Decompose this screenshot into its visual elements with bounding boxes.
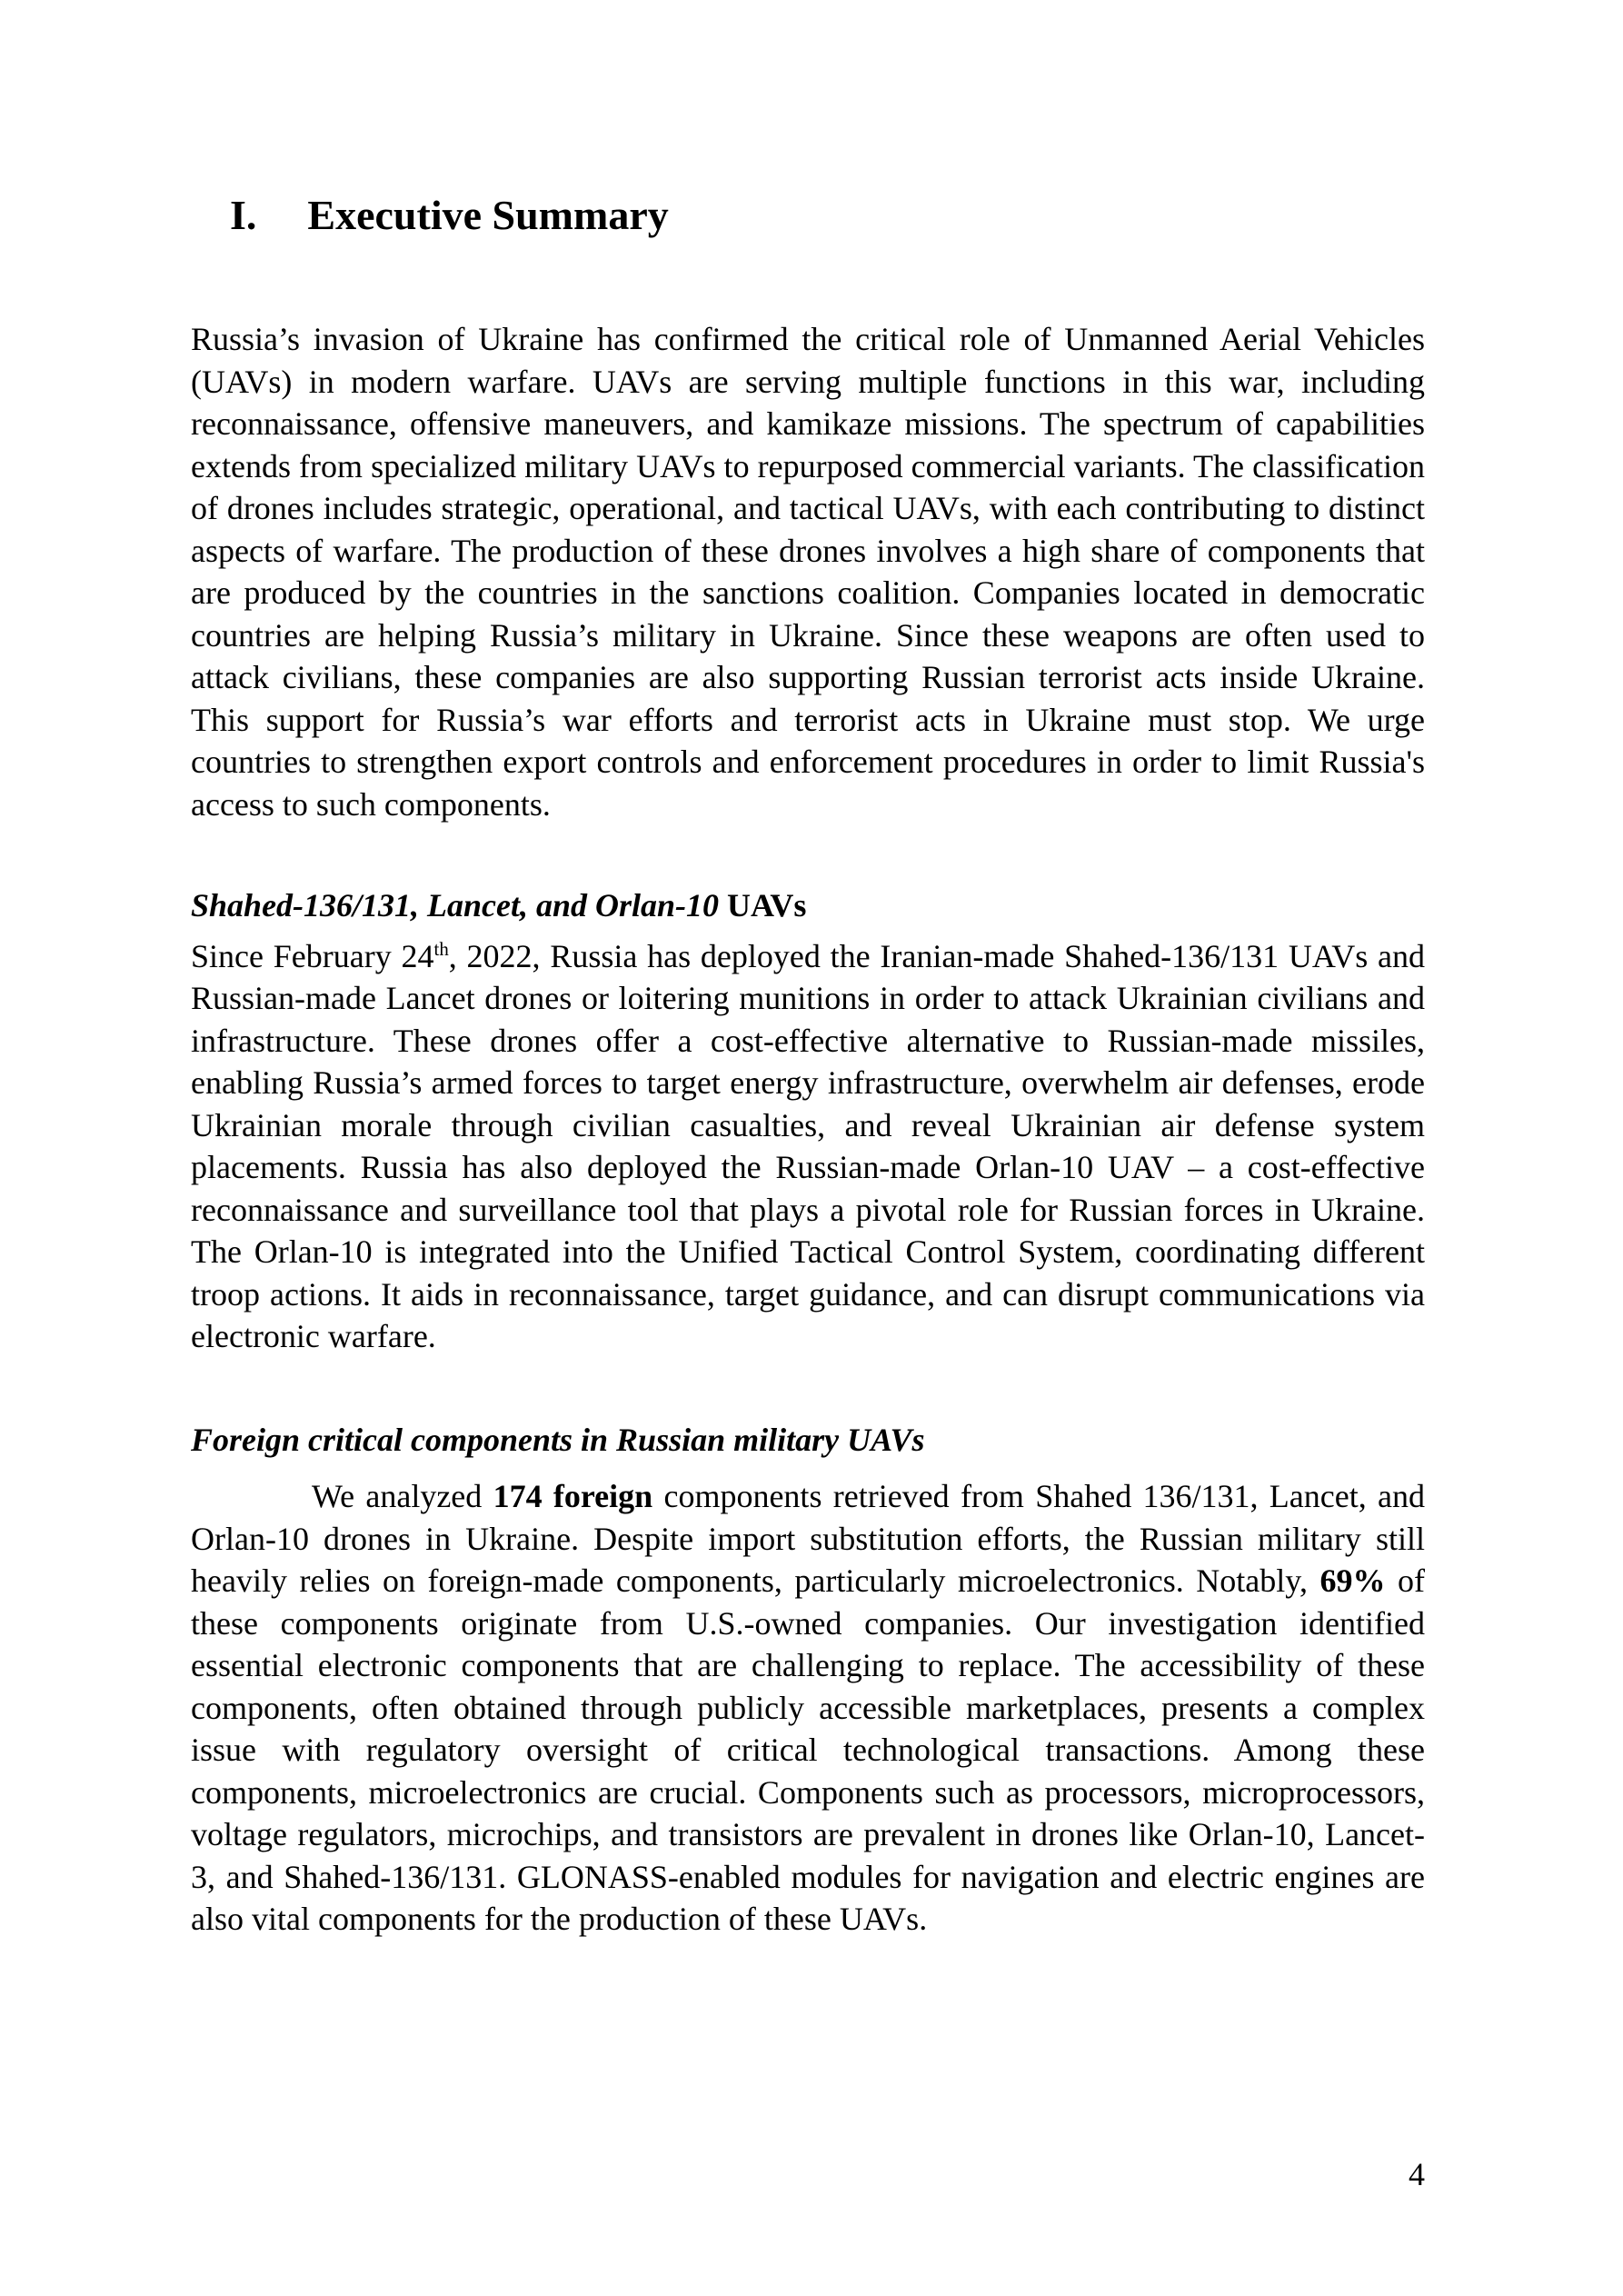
section-title: [191, 191, 1425, 239]
paragraph-foreign-components: We analyzed 174 foreign components retrieved from Shahed 136/131, Lancet, and Orlan-10 drones in Ukraine. Despite import substitution efforts, the Russian military still heavily relies on foreign-made components, particularly microelectronics. Notably, 69% of these components originate from U.S.-owned companies. Our investigation identified essential electronic components that are challenging to replace. The accessibility of these components, often obtained through publicly accessible marketplaces, presents a complex issue with regulatory oversight of critical technological transactions. Among these components, microelectronics are crucial. Components such as processors, microprocessors, voltage regulators, microchips, and transistors are prevalent in drones like Orlan-10, Lancet-3, and Shahed-136/131. GLONASS-enabled modules for navigation and electric engines are also vital components for the production of these UAVs.: [191, 1478, 1425, 1937]
page-number: 4: [1409, 2156, 1425, 2192]
paragraph-intro: Russia’s invasion of Ukraine has confirmed the critical role of Unmanned Aerial Vehicles (UAVs) in modern warfare. UAVs are serving multiple functions in this war, including reconnaissance, offensive maneuvers, and kamikaze missions. The spectrum of capabilities extends from specialized military UAVs to repurposed commercial variants. The classification of drones includes strategic, operational, and tactical UAVs, with each contributing to distinct aspects of warfare. The production of these drones involves a high share of components that are produced by the countries in the sanctions coalition. Companies located in democratic countries are helping Russia’s military in Ukraine. Since these weapons are often used to attack civilians, these companies are also supporting Russian terrorist acts inside Ukraine. This support for Russia’s war efforts and terrorist acts in Ukraine must stop. We urge countries to strengthen export controls and enforcement procedures in order to limit Russia's access to such components.: [191, 321, 1425, 823]
page-content: [191, 0, 1425, 1941]
subheading-shahed-lancet-orlan: Shahed-136/131, Lancet, and Orlan-10 UAVs: [191, 887, 807, 923]
subheading-foreign-components: Foreign critical components in Russian military UAVs: [191, 1421, 925, 1458]
paragraph-shahed-lancet-orlan: Since February 24th, 2022, Russia has deployed the Iranian-made Shahed-136/131 UAVs and Russian-made Lancet drones or loitering munitions in order to attack Ukrainian civilians and infrastructure. These drones offer a cost-effective alternative to Russian-made missiles, enabling Russia’s armed forces to target energy infrastructure, overwhelm air defenses, erode Ukrainian morale through civilian casualties, and reveal Ukrainian air defense system placements. Russia has also deployed the Russian-made Orlan-10 UAV – a cost-effective reconnaissance and surveillance tool that plays a pivotal role for Russian forces in Ukraine. The Orlan-10 is integrated into the Unified Tactical Control System, coordinating different troop actions. It aids in reconnaissance, target guidance, and can disrupt communications via electronic warfare.: [191, 937, 1425, 1354]
section-numeral: I.: [230, 192, 257, 238]
section-title-label: Executive Summary: [307, 192, 669, 238]
